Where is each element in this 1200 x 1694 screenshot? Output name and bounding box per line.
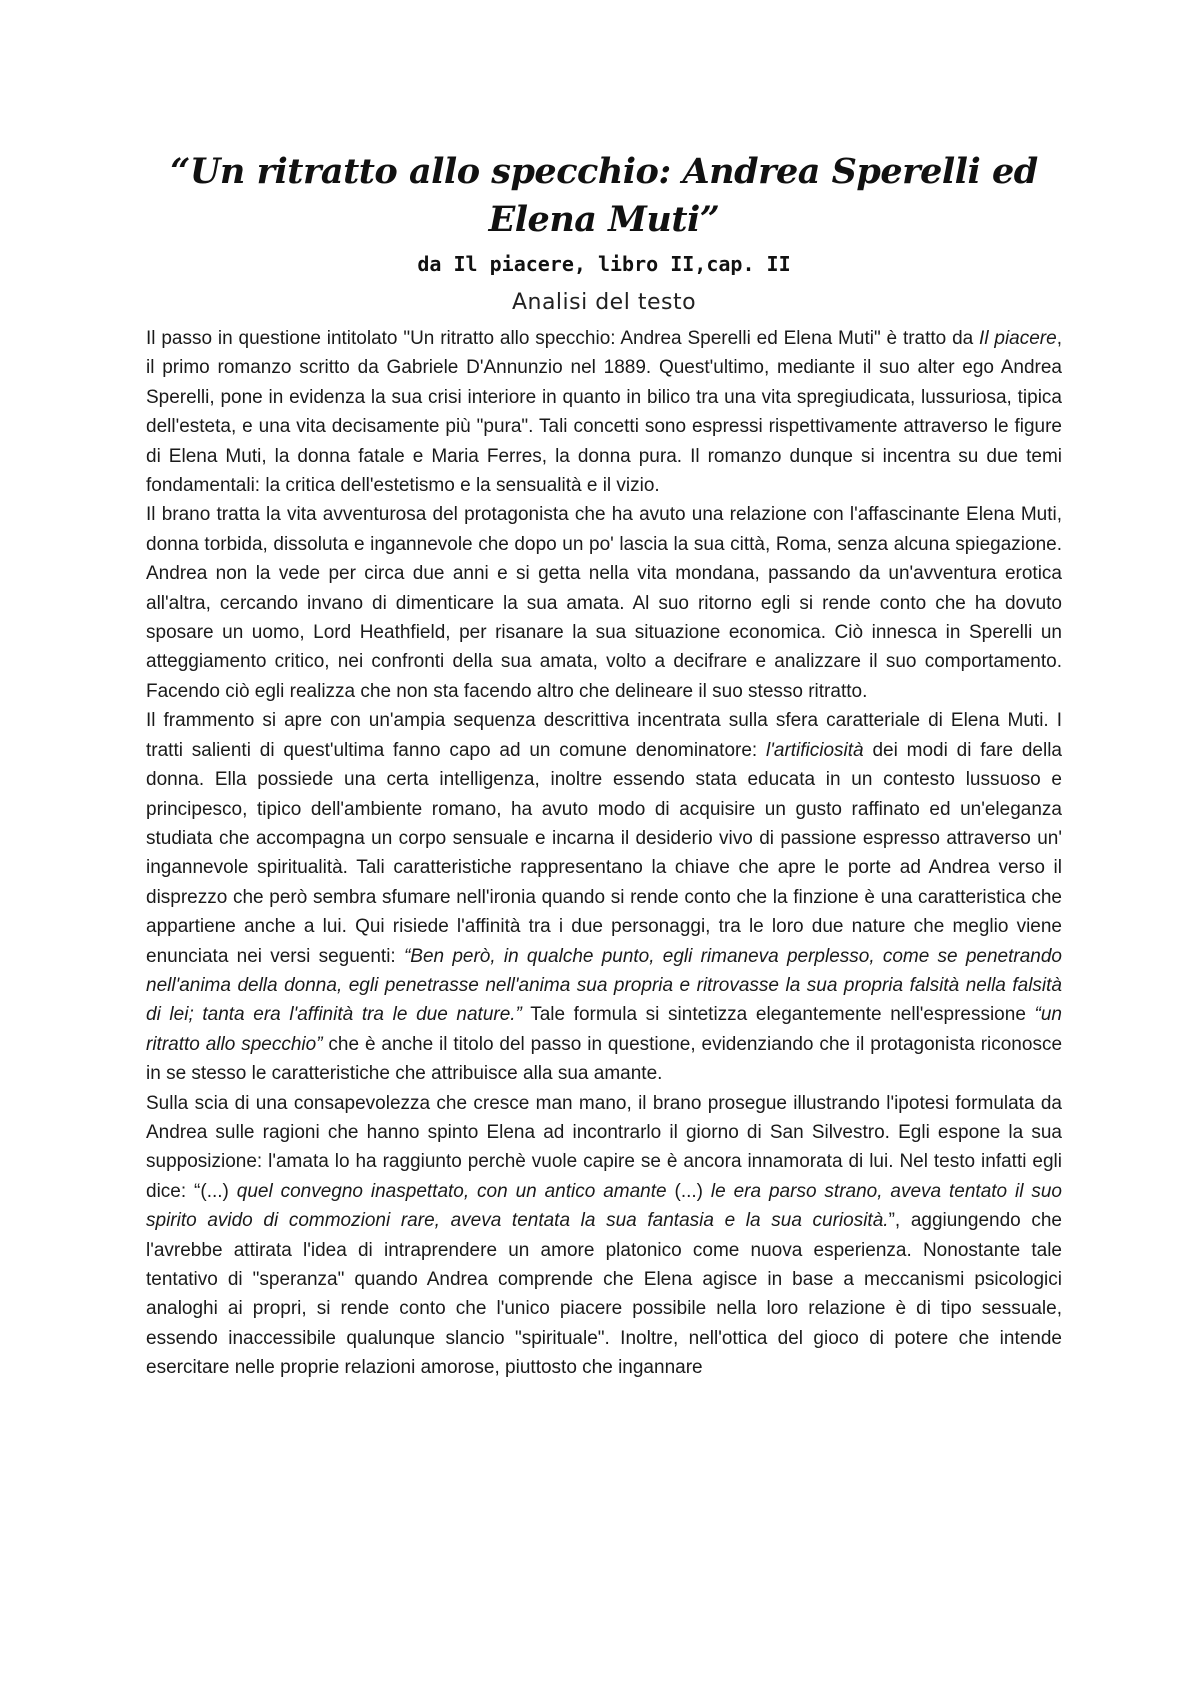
paragraph-4-segment-5: ”, aggiungendo che l'avrebbe attirata l'idea di intraprendere un amore platonico come nuova esperienza. Nonostante tale tentativo di "speranza" quando Andrea comprende che Elena agisce in base a meccanismi psicologici analoghi ai propri, si rende conto che l'unico piacere possibile nella loro relazione è di tipo sessuale, essendo inaccessibile qualunque slancio "spirituale". Inoltre, nell'ottica del gioco di potere che intende esercitare nelle proprie relazioni amorose, piuttosto che ingannare xyxy=(146,1210,1062,1379)
paragraph-4-segment-2: quel convegno inaspettato, con un antico amante xyxy=(236,1180,667,1202)
paragraph-3-segment-3: dei modi di fare della donna. Ella possiede una certa intelligenza, inoltre essendo stata educata in un contesto lussuoso e principesco, tipico dell'ambiente romano, ha avuto modo di acquisire un gusto raffinato ed un'eleganza studiata che accompagna un corpo sensuale e incarna il desiderio vivo di passione espresso attraverso un' ingannevole spiritualità. Tali caratteristiche rappresentano la chiave che apre le porte ad Andrea verso il disprezzo che però sembra sfumare nell'ironia quando si rende conto che la finzione è una caratteristica che appartiene anche a lui. Qui risiede l'affinità tra i due personaggi, tra le loro due nature che meglio viene enunciata nei versi seguenti: xyxy=(146,739,1062,967)
section-heading: Analisi del testo xyxy=(511,290,697,315)
paragraph-2 xyxy=(146,500,1062,706)
paragraph-1-segment-2: Il piacere xyxy=(979,328,1057,349)
document-content xyxy=(146,148,1062,1383)
paragraph-3 xyxy=(146,706,1062,1088)
paragraph-2-segment-1: Il brano tratta la vita avventurosa del protagonista che ha avuto una relazione con l'affascinante Elena Muti, donna torbida, dissoluta e ingannevole che dopo un po' lascia la sua città, Roma, senza alcuna spiegazione. Andrea non la vede per circa due anni e si getta nella vita mondana, passando da un'avventura erotica all'altra, cercando invano di dimenticare la sua amata. Al suo ritorno egli si rende conto che ha dovuto sposare un uomo, Lord Heathfield, per risanare la sua situazione economica. Ciò innesca in Sperelli un atteggiamento critico, nei confronti della sua amata, volto a decifrare e analizzare il suo comportamento. Facendo ciò egli realizza che non sta facendo altro che delineare il suo stesso ritratto. xyxy=(146,504,1062,702)
document-title: “Un ritratto allo specchio: Andrea Sperelli ed Elena Muti” xyxy=(170,151,1038,240)
paragraph-4 xyxy=(146,1089,1062,1383)
paragraph-3-segment-5: Tale formula si sintetizza elegantemente nell'espressione xyxy=(521,1004,1035,1026)
paragraph-4-segment-4: le era parso strano, aveva tentato il suo spirito avido di commozioni rare, aveva tentata la sua fantasia e la sua curiosità. xyxy=(146,1180,1062,1232)
paragraph-3-segment-4: “Ben però, in qualche punto, egli rimaneva perplesso, come se penetrando nell'anima della donna, egli penetrasse nell'anima sua propria e ritrovasse la sua propria falsità nella falsità di lei; tanta era l'affinità tra le due nature.” xyxy=(146,945,1062,1026)
paragraph-3-segment-2: l'artificiosità xyxy=(766,739,864,761)
paragraph-3-segment-7: che è anche il titolo del passo in questione, evidenziando che il protagonista riconosce in se stesso le caratteristiche che attribuisce alla sua amante. xyxy=(146,1033,1063,1085)
paragraph-1 xyxy=(146,324,1062,500)
document-subtitle: da Il piacere, libro II,cap. II xyxy=(417,252,791,276)
paragraph-1-segment-3: , il primo romanzo scritto da Gabriele D'Annunzio nel 1889. Quest'ultimo, mediante il suo alter ego Andrea Sperelli, pone in evidenza la sua crisi interiore in quanto in bilico tra una vita spregiudicata, lussuriosa, tipica dell'esteta, e una vita decisamente più "pura". Tali concetti sono espressi rispettivamente attraverso le figure di Elena Muti, la donna fatale e Maria Ferres, la donna pura. Il romanzo dunque si incentra su due temi fondamentali: la critica dell'estetismo e la sensualità e il vizio. xyxy=(146,328,1062,497)
paragraph-1-segment-1: Il passo in questione intitolato "Un ritratto allo specchio: Andrea Sperelli ed Elena Muti" è tratto da xyxy=(146,328,980,349)
paragraph-4-segment-3: (...) xyxy=(666,1180,711,1202)
paragraph-3-segment-1: Il frammento si apre con un'ampia sequenza descrittiva incentrata sulla sfera caratteriale di Elena Muti. I tratti salienti di quest'ultima fanno capo ad un comune denominatore: xyxy=(146,710,1062,761)
paragraph-3-segment-6: “un ritratto allo specchio” xyxy=(146,1004,1062,1055)
paragraph-4-segment-1: Sulla scia di una consapevolezza che cresce man mano, il brano prosegue illustrando l'ipotesi formulata da Andrea sulle ragioni che hanno spinto Elena ad incontrarlo il giorno di San Silvestro. Egli espone la sua supposizione: l'amata lo ha raggiunto perchè vuole capire se è ancora innamorata di lui. Nel testo infatti egli dice: “(...) xyxy=(146,1092,1062,1202)
